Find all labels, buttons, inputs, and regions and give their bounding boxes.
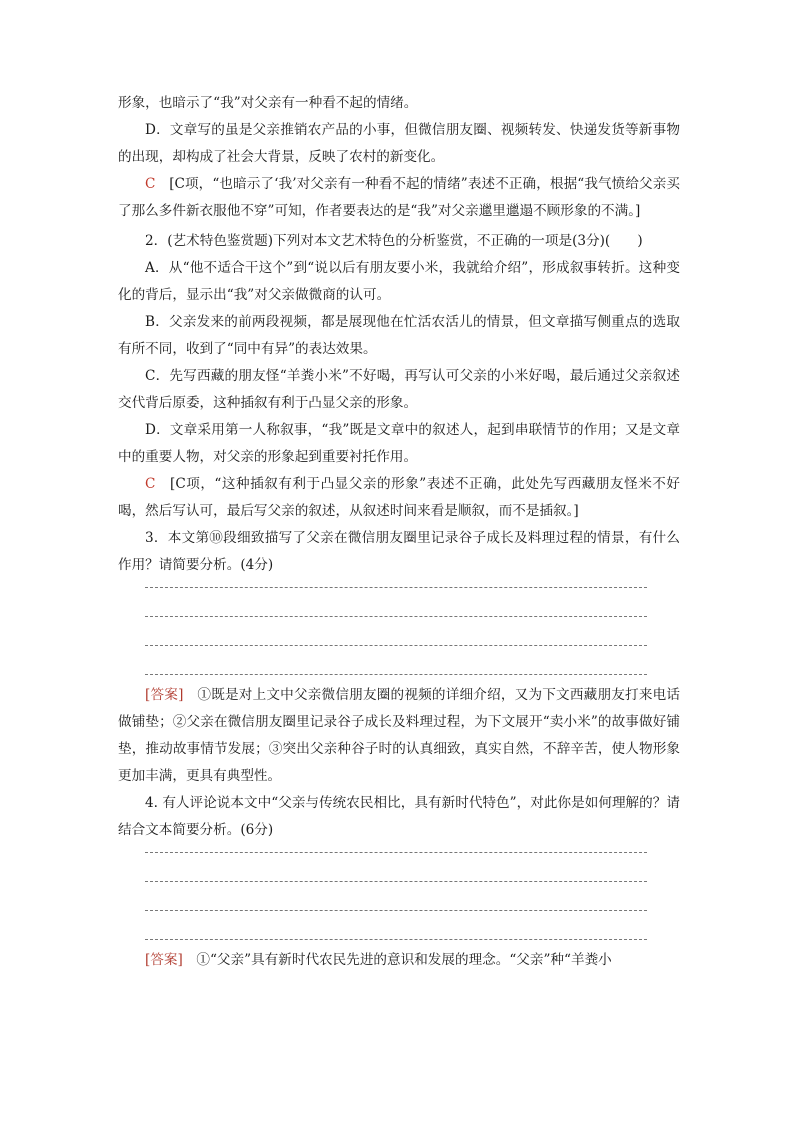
q3-answer xyxy=(118,682,680,790)
answer-line xyxy=(145,645,647,647)
document-page xyxy=(118,90,680,974)
answer-line xyxy=(145,616,647,618)
q4-answer xyxy=(118,947,680,974)
q3-answer-tag: [答案] xyxy=(145,687,184,703)
q3-answer-text: ①既是对上文中父亲微信朋友圈的视频的详细介绍，又为下文西藏朋友打来电话做铺垫；②父亲在微信朋友圈里记录谷子成长及料理过程，为下文展开“卖小米”的故事做好铺垫，推动故事情节发展；③突出父亲种谷子时的认真细致，真实自然，不辞辛苦，使人物形象更加丰满，更具有典型性。 xyxy=(118,687,681,784)
q2-option-b: B．父亲发来的前两段视频，都是展现他在忙活农活儿的情景，但文章描写侧重点的选取有所不同，收到了“同中有异”的表达效果。 xyxy=(118,314,680,357)
q2-stem: 2．(艺术特色鉴赏题)下列对本文艺术特色的分析鉴赏，不正确的一项是(3分)( ) xyxy=(145,233,643,249)
q2-option-a: A．从“他不适合干这个”到“说以后有朋友要小米，我就给介绍”，形成叙事转折。这种变化的背后，显示出“我”对父亲做微商的认可。 xyxy=(118,260,680,303)
paragraph-continuation: 形象，也暗示了“我”对父亲有一种看不起的情绪。 xyxy=(118,95,418,111)
q2-option-c: C．先写西藏的朋友怪“羊粪小米”不好喝，再写认可父亲的小米好喝，最后通过父亲叙述交代背后原委，这种插叙有利于凸显父亲的形象。 xyxy=(118,368,680,411)
q4-answer-tag: [答案] xyxy=(145,952,183,968)
q3-stem: 3．本文第⑩段细致描写了父亲在微信朋友圈里记录谷子成长及料理过程的情景，有什么作用？请简要分析。(4分) xyxy=(118,530,680,573)
q2-answer xyxy=(118,471,680,525)
answer-line xyxy=(145,852,647,854)
q1-answer-letter: C xyxy=(145,176,156,192)
q1-option-d: D．文章写的虽是父亲推销农产品的小事，但微信朋友圈、视频转发、快递发货等新事物的出现，却构成了社会大背景，反映了农村的新变化。 xyxy=(118,122,680,165)
q2-answer-letter: C xyxy=(145,476,156,492)
answer-line xyxy=(145,910,647,912)
q1-answer-explanation: [C项，“也暗示了‘我’对父亲有一种看不起的情绪”表述不正确，根据“我气愤给父亲买了那么多件新衣服他不穿”可知，作者要表达的是“我”对父亲邋里邋遢不顾形象的不满。] xyxy=(118,176,681,219)
q2-answer-explanation: [C项，“这种插叙有利于凸显父亲的形象”表述不正确，此处先写西藏朋友怪米不好喝，然后写认可，最后写父亲的叙述，从叙述时间来看是顺叙，而不是插叙。] xyxy=(118,476,680,519)
q1-answer xyxy=(118,171,680,225)
q3-answer-lines xyxy=(118,579,680,682)
answer-line xyxy=(145,939,647,941)
q2-option-d: D．文章采用第一人称叙事，“我”既是文章中的叙述人，起到串联情节的作用；又是文章中的重要人物，对父亲的形象起到重要衬托作用。 xyxy=(118,422,680,465)
q4-answer-text: ①“父亲”具有新时代农民先进的意识和发展的理念。“父亲”种“羊粪小 xyxy=(196,952,612,968)
answer-line xyxy=(145,881,647,883)
answer-line xyxy=(145,674,647,676)
answer-line xyxy=(145,587,647,589)
q4-stem: 4. 有人评论说本文中“父亲与传统农民相比，具有新时代特色”，对此你是如何理解的？请结合文本简要分析。(6分) xyxy=(118,795,680,838)
q4-answer-lines xyxy=(118,844,680,947)
